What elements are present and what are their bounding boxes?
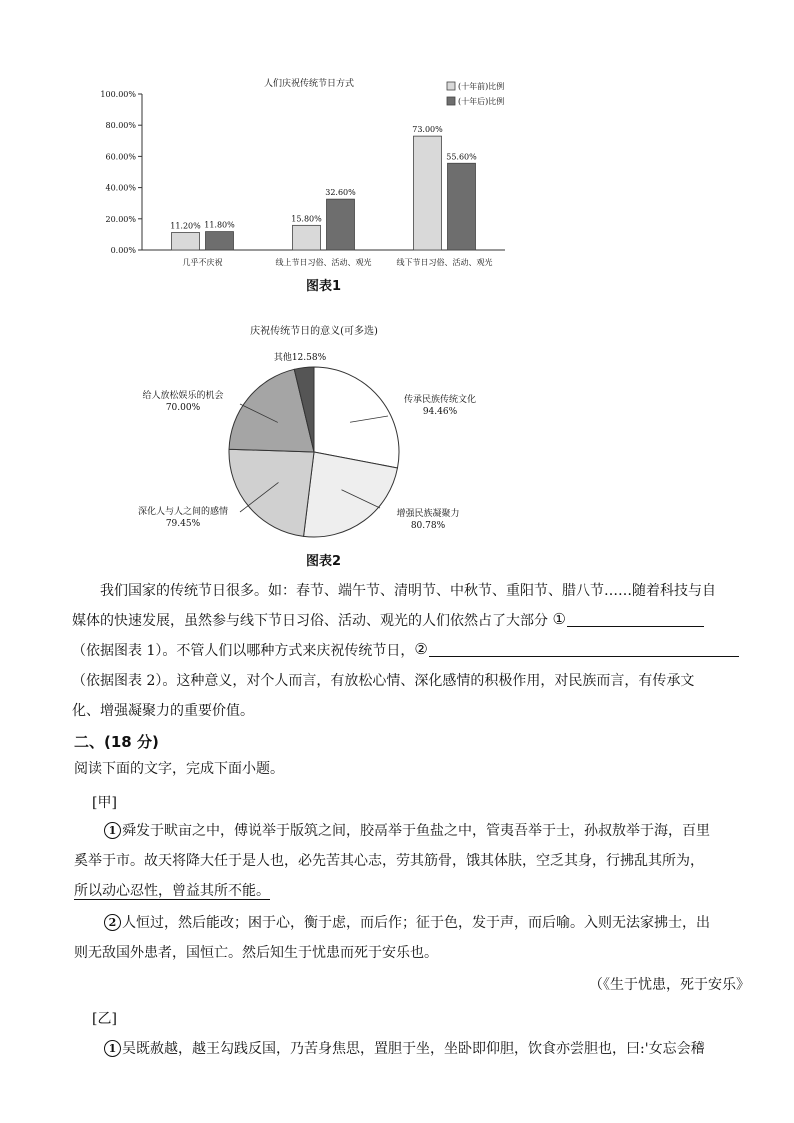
- text-line: 我们国家的传统节日很多。如：春节、端午节、清明节、中秋节、重阳节、腊八节……随着科技与自: [100, 583, 716, 599]
- y-tick-label: 0.00%: [110, 246, 136, 255]
- instruction: 阅读下面的文字，完成下面小题。: [74, 761, 284, 777]
- bar: [172, 233, 200, 250]
- section-heading: 二、(18 分): [74, 733, 159, 751]
- text-line: 媒体的快速发展，虽然参与线下节日习俗、活动、观光的人们依然占了大部分 ①: [72, 606, 762, 636]
- number-circle-2: 2: [104, 914, 121, 931]
- slice-label: 传承民族传统文化: [403, 395, 477, 405]
- text-line: [74, 876, 764, 906]
- legend-swatch: [447, 82, 455, 90]
- slice-label: 增强民族凝聚力: [396, 509, 460, 519]
- bar: [327, 199, 355, 250]
- x-tick-label: 线上节日习俗、活动、观光: [275, 258, 372, 267]
- bar-value-label: 15.80%: [291, 214, 322, 224]
- jia-paragraph-2: [74, 908, 764, 968]
- slice-value: 79.45%: [165, 519, 201, 529]
- blank-number: ①: [552, 610, 566, 628]
- bar: [206, 232, 234, 250]
- figure1-caption: 图表1: [306, 279, 342, 294]
- slice-value: 94.46%: [422, 407, 458, 417]
- underlined-sentence: 所以动心忍性，曾益其所不能。: [74, 883, 270, 899]
- legend-label: (十年后)比例: [458, 97, 505, 106]
- pie-slice: [229, 449, 314, 536]
- slice-label: 深化人与人之间的感情: [137, 507, 229, 517]
- y-tick-label: 20.00%: [105, 214, 136, 224]
- figure2-caption: 图表2: [306, 554, 342, 569]
- x-tick-label: 几乎不庆祝: [182, 258, 223, 267]
- yi-tag: [乙]: [92, 1011, 117, 1027]
- bar-value-label: 11.20%: [170, 221, 201, 231]
- text-line: 1 舜发于畎亩之中，傅说举于版筑之间，胶鬲举于鱼盐之中，管夷吾举于士，孙叔敖举于海，百里: [74, 816, 764, 846]
- source-citation: （《生于忧患，死于安乐》: [589, 977, 750, 993]
- bar-value-label: 11.80%: [204, 220, 235, 230]
- answer-blank-2[interactable]: [429, 638, 739, 657]
- y-tick-label: 80.00%: [105, 121, 136, 131]
- bar-value-label: 73.00%: [412, 125, 443, 135]
- legend-swatch: [447, 97, 455, 105]
- text-line: 则无敌国外患者，国恒亡。然后知生于忧患而死于安乐也。: [74, 945, 438, 961]
- intro-paragraph: [72, 576, 762, 726]
- bar-chart: [0, 0, 794, 300]
- pie-chart-title: 庆祝传统节日的意义(可多选): [250, 326, 378, 337]
- bar-value-label: 55.60%: [446, 152, 477, 162]
- text-line: （依据图表 1）。不管人们以哪种方式来庆祝传统节日，②: [72, 636, 762, 666]
- bar-value-label: 32.60%: [325, 188, 356, 198]
- text-line: 1 吴既赦越，越王勾践反国，乃苦身焦思，置胆于坐，坐卧即仰胆，饮食亦尝胆也，曰:'女忘会稽: [74, 1034, 764, 1064]
- number-circle-1: 1: [104, 1040, 121, 1057]
- jia-paragraph-1: [74, 816, 764, 906]
- bar: [414, 136, 442, 250]
- bar-chart-title: 人们庆祝传统节日方式: [263, 79, 355, 89]
- slice-label: 给人放松娱乐的机会: [142, 391, 224, 401]
- slice-value: 80.78%: [410, 521, 446, 531]
- jia-tag: [甲]: [92, 795, 117, 811]
- pie-chart: [0, 300, 794, 560]
- y-tick-label: 100.00%: [100, 90, 136, 99]
- blank-number: ②: [414, 640, 428, 658]
- y-tick-label: 40.00%: [105, 183, 136, 193]
- pie-slice: [314, 367, 399, 468]
- text-line: 化、增强凝聚力的重要价值。: [72, 703, 254, 719]
- number-circle-1: 1: [104, 822, 121, 839]
- yi-paragraph-1: [74, 1034, 764, 1064]
- legend-label: (十年前)比例: [458, 82, 505, 91]
- slice-label: 其他12.58%: [273, 353, 327, 363]
- text-line: （依据图表 2）。这种意义，对个人而言，有放松心情、深化感情的积极作用，对民族而言，有传承文: [72, 673, 695, 689]
- x-tick-label: 线下节日习俗、活动、观光: [396, 258, 493, 267]
- text-line: 奚举于市。故天将降大任于是人也，必先苦其心志，劳其筋骨，饿其体肤，空乏其身，行拂乱其所为，: [74, 853, 704, 869]
- text-line: 2 人恒过，然后能改；困于心，衡于虑，而后作；征于色，发于声，而后喻。入则无法家拂士，出: [74, 908, 764, 938]
- answer-blank-1[interactable]: [567, 608, 704, 627]
- bar: [293, 225, 321, 250]
- slice-value: 70.00%: [165, 403, 201, 413]
- y-tick-label: 60.00%: [105, 152, 136, 162]
- bar: [448, 163, 476, 250]
